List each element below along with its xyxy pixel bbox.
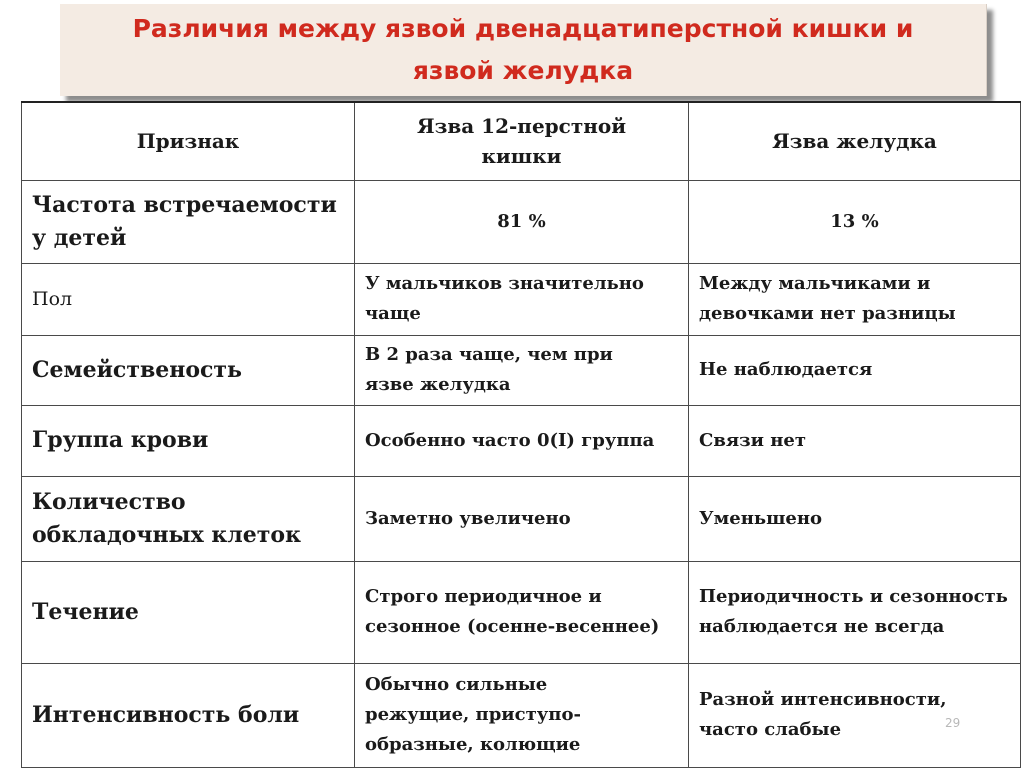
row-duodenal-value: Заметно увеличено xyxy=(355,476,689,561)
slide-title-line-2: язвой желудка xyxy=(412,56,634,85)
row-duodenal-value: Обычно сильные режущие, приступо-образные, колющие xyxy=(355,663,689,767)
row-duodenal-value: В 2 раза чаще, чем при язве желудка xyxy=(355,335,689,405)
table-row xyxy=(22,405,1021,476)
row-gastric-value: Периодичность и сезонность наблюдается не всегда xyxy=(689,561,1021,663)
table-row xyxy=(22,663,1021,767)
row-duodenal-value: Строго периодичное и сезонное (осенне-весеннее) xyxy=(355,561,689,663)
row-feature: Интенсивность боли xyxy=(22,663,355,767)
header-duodenal-ulcer: Язва 12-перстной кишки xyxy=(355,102,689,180)
row-feature: Пол xyxy=(22,263,355,335)
row-duodenal-value: Особенно часто 0(I) группа xyxy=(355,405,689,476)
row-feature: Течение xyxy=(22,561,355,663)
slide-title-line-1: Различия между язвой двенадцатиперстной кишки и xyxy=(132,14,914,43)
header-feature: Признак xyxy=(22,102,355,180)
table-row xyxy=(22,263,1021,335)
slide-title xyxy=(60,8,986,92)
row-gastric-value: Разной интенсивности, часто слабые xyxy=(689,663,1021,767)
row-gastric-value: Уменьшено xyxy=(689,476,1021,561)
table-header-row xyxy=(22,102,1021,180)
table-row xyxy=(22,561,1021,663)
row-gastric-value: Не наблюдается xyxy=(689,335,1021,405)
row-feature: Частота встречаемости у детей xyxy=(22,180,355,263)
row-gastric-value: 13 % xyxy=(689,180,1021,263)
row-feature: Группа крови xyxy=(22,405,355,476)
header-gastric-ulcer: Язва желудка xyxy=(689,102,1021,180)
page-number: 29 xyxy=(945,716,961,730)
row-feature: Семейственость xyxy=(22,335,355,405)
comparison-table xyxy=(21,101,1021,768)
table-row xyxy=(22,335,1021,405)
row-duodenal-value: 81 % xyxy=(355,180,689,263)
table-row xyxy=(22,180,1021,263)
table-row xyxy=(22,476,1021,561)
row-gastric-value: Связи нет xyxy=(689,405,1021,476)
row-gastric-value: Между мальчиками и девочками нет разницы xyxy=(689,263,1021,335)
row-duodenal-value: У мальчиков значительно чаще xyxy=(355,263,689,335)
row-feature: Количество обкладочных клеток xyxy=(22,476,355,561)
